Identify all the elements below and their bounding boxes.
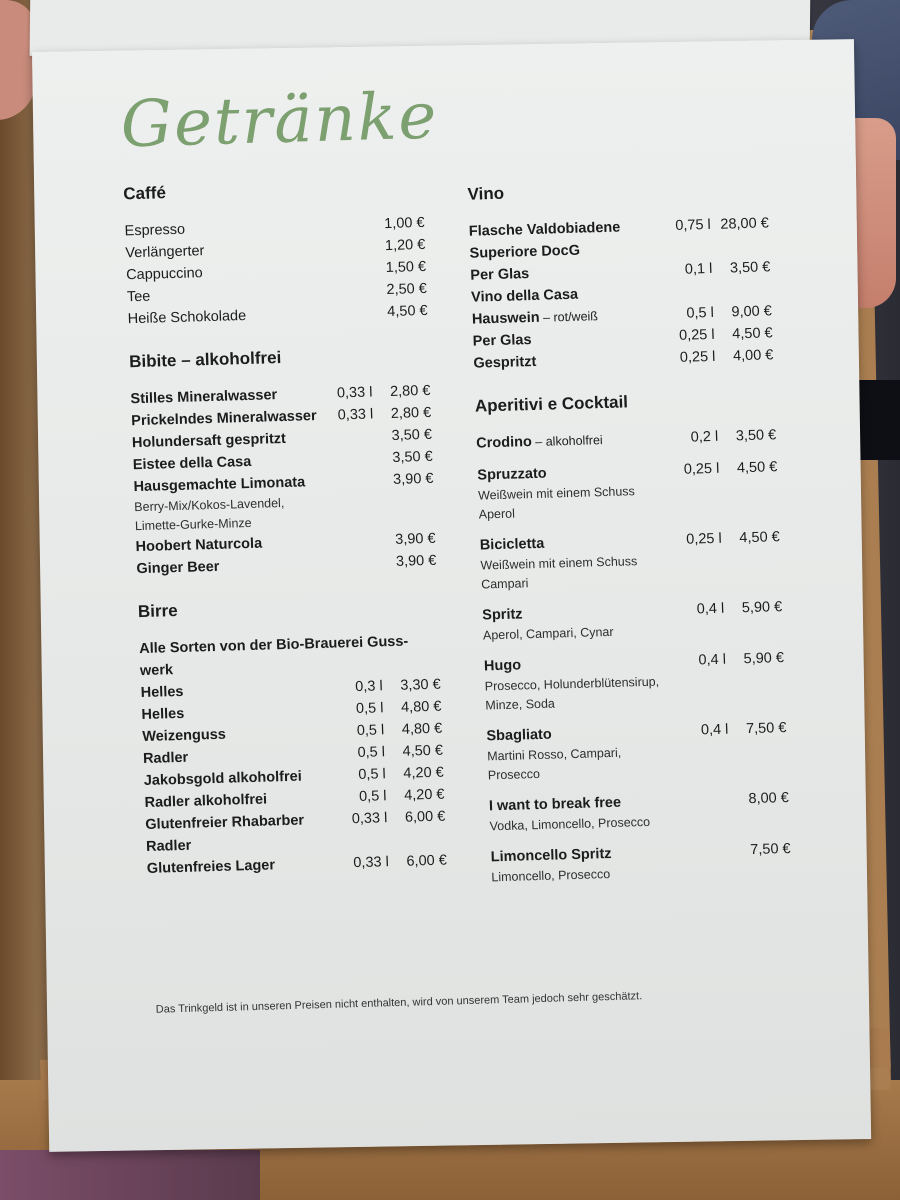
aperitivi-list	[476, 424, 792, 887]
menu-item	[484, 647, 786, 715]
item-name: Hauswein – rot/weiß	[471, 309, 599, 328]
item-price: 5,90 €	[741, 599, 783, 617]
item-price: 4,80 €	[401, 720, 443, 738]
item-price: 2,80 €	[390, 404, 432, 422]
item-price: 4,00 €	[732, 347, 774, 365]
item-name-suffix: – rot/weiß	[539, 309, 599, 325]
fabric	[0, 1150, 260, 1200]
item-price: 8,00 €	[748, 790, 790, 808]
item-name: Tee	[126, 288, 151, 306]
item-price: 2,50 €	[386, 280, 428, 299]
item-price: 7,50 €	[745, 720, 787, 738]
item-description: Weißwein mit einem Schuss Aperol	[477, 484, 636, 522]
birre-list	[140, 674, 447, 880]
item-name: Hoobert Naturcola	[135, 535, 263, 556]
menu-item	[490, 838, 791, 887]
item-price: 3,30 €	[400, 676, 441, 694]
item-name: Helles	[140, 683, 184, 702]
item-name: Cappuccino	[125, 265, 204, 284]
item-name: Per Glas	[470, 266, 530, 284]
item-name: Radler	[142, 749, 189, 768]
item-volume: 0,33 l	[351, 810, 388, 828]
item-name: Stilles Mineralwasser	[130, 387, 278, 408]
section-heading-vino: Vino	[467, 183, 505, 204]
item-price: 9,00 €	[731, 303, 773, 321]
item-price: 4,80 €	[400, 698, 442, 716]
item-name: Bicicletta	[479, 535, 545, 554]
item-price: 3,50 €	[729, 259, 771, 277]
item-name: Flasche Valdobiadene Superiore DocG	[468, 219, 621, 262]
item-name: Helles	[141, 705, 185, 724]
menu-item	[133, 468, 435, 536]
item-name-suffix: – alkoholfrei	[531, 433, 603, 450]
item-name: Holundersaft gespritzt	[131, 430, 287, 452]
item-description: Weißwein mit einem Schuss Campari	[480, 554, 638, 592]
item-name: Heiße Schokolade	[127, 307, 247, 328]
item-volume: 0,25 l	[685, 530, 723, 548]
section-heading-aperitivi: Aperitivi e Cocktail	[474, 392, 629, 416]
item-name: Per Glas	[472, 332, 532, 350]
menu-item	[476, 424, 777, 454]
item-description: Limoncello, Prosecco	[491, 867, 611, 885]
item-price: 6,00 €	[404, 808, 446, 826]
item-price: 3,50 €	[392, 448, 433, 466]
item-name: Glutenfreies Lager	[146, 857, 276, 877]
item-price: 4,20 €	[403, 764, 445, 782]
menu-title: Getränke	[119, 79, 440, 163]
vino-list	[468, 212, 773, 374]
item-name: Eistee della Casa	[132, 453, 252, 474]
item-price: 28,00 €	[720, 215, 770, 233]
item-volume: 0,25 l	[683, 460, 720, 478]
item-price: 4,50 €	[387, 302, 428, 321]
item-volume: 0,25 l	[679, 348, 716, 366]
item-volume: 0,2 l	[690, 428, 719, 446]
item-volume: 0,33 l	[336, 384, 373, 402]
item-name: Jakobsgold alkoholfrei	[143, 768, 302, 790]
right-column	[467, 176, 791, 887]
item-name: Ginger Beer	[136, 558, 220, 578]
item-name: Prickelndes Mineralwasser	[130, 408, 317, 430]
item-description: Prosecco, Holunderblütensirup, Minze, Soda	[484, 674, 660, 713]
item-name: Sbagliato	[486, 726, 553, 745]
item-price: 1,20 €	[384, 236, 426, 255]
item-volume: 0,5 l	[358, 788, 387, 805]
birre-intro-text: Alle Sorten von der Bio-Brauerei Guss-werk	[138, 633, 409, 680]
item-name: Hugo	[483, 657, 522, 675]
item-name: Crodino – alkoholfrei	[475, 433, 603, 452]
item-name: Weizenguss	[142, 726, 227, 746]
item-name: Spritz	[481, 606, 523, 624]
item-name: Gespritzt	[473, 353, 537, 372]
menu-item	[489, 787, 790, 836]
item-description: Berry-Mix/Kokos-Lavendel, Limette-Gurke-Minze	[134, 495, 285, 534]
item-price: 3,90 €	[394, 530, 436, 548]
section-heading-birre: Birre	[137, 601, 178, 622]
menu-page	[32, 39, 871, 1152]
item-name: I want to break free	[488, 794, 622, 815]
item-price: 3,90 €	[392, 470, 434, 488]
item-volume: 0,5 l	[358, 766, 387, 784]
item-volume: 0,5 l	[356, 722, 385, 740]
item-price: 2,80 €	[389, 382, 431, 400]
item-price: 6,00 €	[406, 852, 448, 870]
menu-item	[486, 717, 788, 785]
item-name: Glutenfreier Rhabarber Radler	[145, 812, 305, 855]
item-price: 4,20 €	[403, 786, 445, 804]
item-price: 4,50 €	[739, 529, 780, 547]
menu-item	[482, 596, 783, 645]
item-name: Hausgemachte Limonata	[133, 474, 306, 496]
bibite-list	[130, 380, 437, 580]
item-volume: 0,75 l	[675, 216, 712, 234]
item-price: 3,50 €	[391, 426, 433, 444]
item-volume: 0,5 l	[357, 744, 386, 762]
item-price: 4,50 €	[732, 325, 773, 343]
item-price: 5,90 €	[743, 650, 785, 668]
menu-content	[23, 34, 883, 1156]
item-price: 4,50 €	[402, 742, 444, 760]
left-column	[123, 176, 447, 880]
caffe-list	[124, 212, 428, 330]
item-volume: 0,33 l	[353, 854, 390, 872]
section-heading-bibite: Bibite – alkoholfrei	[128, 348, 282, 372]
item-volume: 0,4 l	[698, 651, 727, 669]
item-price: 7,50 €	[750, 840, 791, 859]
menu-item	[479, 526, 781, 594]
item-price: 3,50 €	[735, 427, 777, 445]
item-volume: 0,5 l	[686, 304, 715, 322]
item-description: Vodka, Limoncello, Prosecco	[489, 814, 651, 834]
item-volume: 0,3 l	[354, 678, 383, 696]
item-name: Espresso	[124, 221, 186, 240]
tip-note: Das Trinkgeld ist in unseren Preisen nicht enthalten, wird von unserem Team jedoch sehr geschätzt.	[155, 990, 643, 1016]
item-name: Spruzzato	[477, 465, 547, 484]
item-price: 3,90 €	[395, 552, 437, 570]
item-name: Limoncello Spritz	[490, 845, 612, 866]
item-volume: 0,25 l	[678, 326, 715, 344]
item-volume: 0,33 l	[337, 406, 374, 424]
item-volume: 0,4 l	[696, 600, 725, 618]
section-heading-caffe: Caffé	[123, 183, 167, 204]
item-price: 4,50 €	[736, 459, 778, 477]
item-name: Radler alkoholfrei	[144, 791, 268, 811]
item-description: Aperol, Campari, Cynar	[482, 624, 614, 643]
item-volume: 0,5 l	[355, 700, 384, 718]
item-volume: 0,1 l	[684, 260, 713, 278]
item-price: 1,50 €	[385, 258, 427, 277]
item-volume: 0,4 l	[700, 721, 729, 739]
menu-item	[477, 456, 779, 524]
item-name: Verlängerter	[125, 243, 205, 262]
item-description: Martini Rosso, Campari, Prosecco	[486, 745, 622, 783]
item-name: Vino della Casa	[470, 286, 579, 306]
item-price: 1,00 €	[383, 214, 425, 233]
